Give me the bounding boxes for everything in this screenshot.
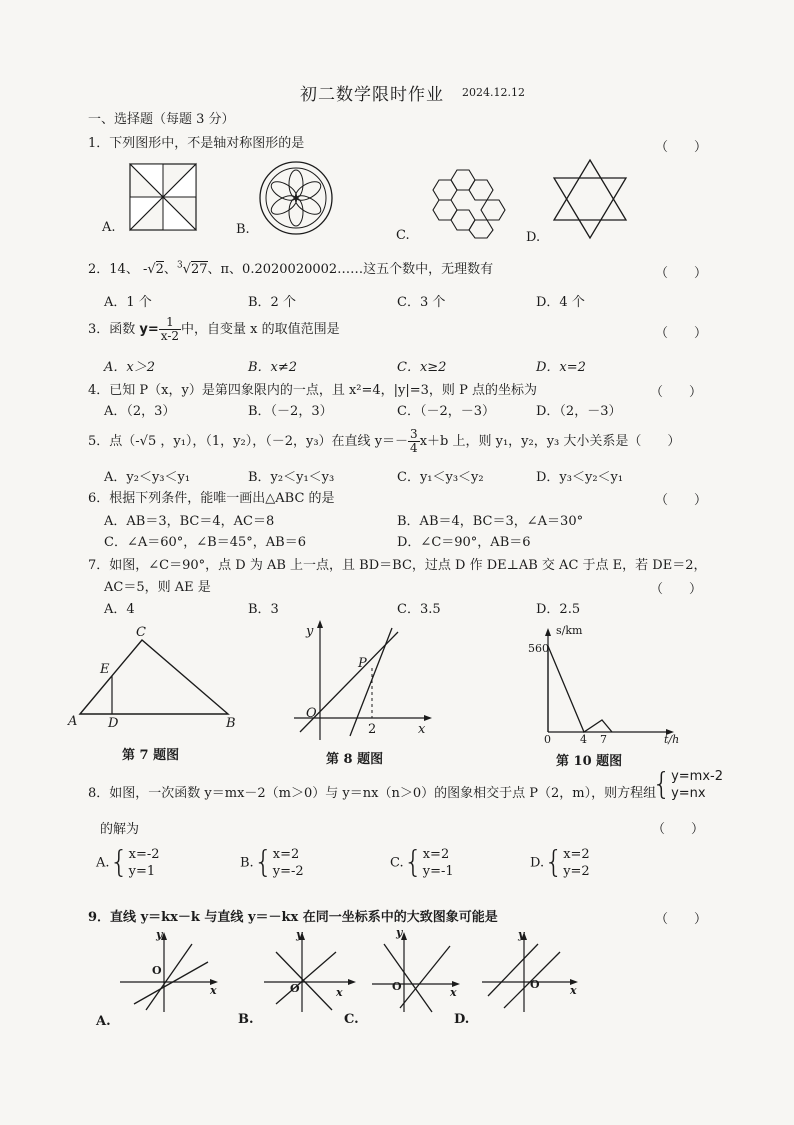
exam-date: 2024.12.12 (462, 86, 525, 99)
q8-answer-paren: （ ） (652, 822, 705, 837)
sqrt-symbol: √ (147, 262, 156, 277)
q9b-y-label: y (296, 928, 303, 941)
q9-graph-d (480, 930, 586, 1014)
q2-stem-part-a: 2．14、 - (88, 262, 148, 277)
q6-option-d: D．∠C＝90°，AB＝6 (397, 535, 531, 550)
flower-figure (258, 160, 334, 236)
fig10-graph (540, 626, 680, 738)
q3-stem-part-a: 3．函数 (88, 322, 136, 337)
q3-option-b: B．x≠2 (248, 360, 298, 375)
q8-option-d (530, 846, 590, 880)
q3-answer-paren: （ ） (655, 326, 708, 341)
q5-fraction (408, 428, 420, 455)
fig10-tick-4: 4 (580, 733, 587, 746)
q9-stem: 9．直线 y＝kx－k 与直线 y＝－kx 在同一坐标系中的大致图象可能是 (88, 910, 498, 925)
q8-option-a-line2: y=1 (128, 864, 156, 879)
q8-option-b-line1: x=2 (272, 847, 300, 862)
q9d-origin-label: O (530, 978, 540, 991)
q3-stem-part-b: 中，自变量 x 的取值范围是 (181, 322, 340, 337)
q9a-x-label: x (210, 984, 217, 997)
q5-stem-part-b: x＋b 上，则 y₁，y₂，y₃ 大小关系是（ ） (419, 434, 681, 449)
q6-answer-paren: （ ） (655, 493, 708, 508)
q9c-y-label: y (396, 926, 403, 939)
q9-option-a-label: A. (96, 1014, 111, 1029)
fig8-origin-label: O (306, 706, 317, 721)
q8-option-d-label: D. (530, 855, 545, 871)
q2-option-c: C．3 个 (397, 295, 446, 310)
q5-option-d: D．y₃＜y₂＜y₁ (536, 470, 624, 485)
q7-answer-paren: （ ） (650, 582, 703, 597)
fig10-value-560: 560 (528, 642, 549, 655)
fig8-y-label: y (306, 624, 314, 639)
q7-option-b: B．3 (248, 602, 279, 617)
q4-option-b: B．（－2，3） (248, 404, 333, 419)
q9b-origin-label: O (290, 982, 300, 995)
q3-y-equals: y= (139, 322, 159, 337)
q8-system (652, 768, 723, 802)
fig7-label-c: C (136, 625, 146, 640)
q2-option-b: B．2 个 (248, 295, 296, 310)
section-heading: 一、选择题（每题 3 分） (88, 112, 235, 127)
q7-stem: 7．如图，∠C＝90°，点 D 为 AB 上一点，且 BD＝BC，过点 D 作 DE⊥AB 交 AC 于点 E，若 DE＝2， (88, 558, 707, 573)
star-of-david-figure (552, 158, 628, 240)
q4-option-a: A．（2，3） (104, 404, 176, 419)
q7-option-c: C．3.5 (397, 602, 441, 617)
q9d-y-label: y (518, 928, 525, 941)
fig10-y-label: s/km (556, 624, 583, 637)
q1-option-b-label: B. (236, 222, 250, 237)
q4-answer-paren: （ ） (650, 385, 703, 400)
q5-stem (88, 428, 680, 455)
q8-option-b-line2: y=-2 (272, 864, 304, 879)
fig8-caption: 第 8 题图 (326, 752, 384, 767)
q8-system-eq1: y=mx-2 (671, 769, 723, 784)
q2-stem (88, 258, 493, 277)
q9-graph-a (118, 930, 224, 1014)
q8-option-c-label: C. (390, 855, 404, 871)
brace-icon: { (253, 845, 273, 880)
q1-option-a-label: A. (102, 220, 116, 235)
q2-answer-paren: （ ） (655, 266, 708, 281)
q3-option-c: C．x≥2 (397, 360, 447, 375)
fig10-x-label: t/h (664, 733, 680, 746)
brace-icon: { (544, 845, 564, 880)
q7-option-a: A．4 (104, 602, 135, 617)
pinwheel-figure (128, 162, 198, 232)
q2-cube-value: 27 (190, 262, 208, 277)
q8-option-b (240, 846, 304, 880)
fig7-label-a: A (68, 714, 78, 729)
q3-denominator: x-2 (160, 329, 180, 343)
q7-option-d: D．2.5 (536, 602, 581, 617)
q9a-y-label: y (156, 928, 163, 941)
q9c-origin-label: O (392, 980, 402, 993)
q7-stem-line2: AC＝5，则 AE 是 (104, 580, 211, 595)
q2-option-a: A．1 个 (104, 295, 152, 310)
cube-root-symbol: √ (182, 262, 191, 277)
q3-stem (88, 316, 340, 343)
q9-graph-c (370, 928, 470, 1014)
q4-option-d: D．（2，－3） (536, 404, 622, 419)
q8-option-d-line2: y=2 (563, 864, 590, 879)
q9-option-b-label: B. (238, 1012, 254, 1027)
q4-option-c: C．（－2，－3） (397, 404, 495, 419)
q5-option-b: B．y₂＜y₁＜y₃ (248, 470, 335, 485)
q8-option-d-line1: x=2 (563, 847, 590, 862)
q1-stem: 1．下列图形中，不是轴对称图形的是 (88, 136, 305, 151)
q3-option-a: A．x＞2 (104, 360, 155, 375)
fig8-x-label: x (418, 722, 426, 737)
q2-stem-part-c: 、π、0.2020020002……这五个数中，无理数有 (207, 262, 494, 277)
brace-icon: { (109, 845, 129, 880)
page-title: 初二数学限时作业 (300, 85, 444, 105)
fig7-triangle (70, 628, 240, 728)
q2-stem-part-b: 、 (163, 262, 177, 277)
fig10-tick-7: 7 (600, 733, 607, 746)
q9a-origin-label: O (152, 964, 162, 977)
fig10-origin: 0 (544, 733, 551, 746)
hexagon-ring-figure (430, 168, 508, 240)
q9b-x-label: x (336, 986, 343, 999)
q6-option-c: C．∠A＝60°，∠B＝45°，AB＝6 (104, 535, 306, 550)
q8-stem: 8．如图，一次函数 y＝mx－2（m＞0）与 y＝nx（n＞0）的图象相交于点 P（2，m），则方程组 (88, 786, 657, 801)
q8-option-a-label: A. (96, 855, 110, 871)
fig7-label-b: B (226, 716, 236, 731)
q9-answer-paren: （ ） (655, 912, 708, 927)
q8-option-b-label: B. (240, 855, 254, 871)
q9-graph-b (262, 930, 362, 1014)
q8-option-a-line1: x=-2 (128, 847, 160, 862)
q9c-x-label: x (450, 986, 457, 999)
fig10-caption: 第 10 题图 (556, 754, 623, 769)
q3-numerator: 1 (159, 316, 181, 330)
fig8-tick-2: 2 (368, 722, 377, 737)
q2-option-d: D．4 个 (536, 295, 585, 310)
q6-stem: 6．根据下列条件，能唯一画出△ABC 的是 (88, 491, 335, 506)
q5-numerator: 3 (410, 427, 418, 441)
fig7-label-e: E (100, 662, 110, 677)
q8-option-a (96, 846, 160, 880)
fig7-caption: 第 7 题图 (122, 748, 180, 763)
q9-option-c-label: C. (344, 1012, 359, 1027)
q5-option-c: C．y₁＜y₃＜y₂ (397, 470, 484, 485)
q2-cube-index: 3 (176, 260, 183, 271)
q5-denominator: 4 (410, 441, 418, 455)
q4-stem: 4．已知 P（x，y）是第四象限内的一点，且 x²=4，|y|=3，则 P 点的坐标为 (88, 383, 537, 398)
q8-option-c-line1: x=2 (422, 847, 450, 862)
fig7-label-d: D (108, 716, 119, 731)
q5-stem-part-a: 5．点（-√5 ，y₁），（1，y₂），（－2，y₃）在直线 y＝－ (88, 434, 409, 449)
q9-option-d-label: D. (454, 1012, 470, 1027)
q6-option-b: B．AB＝4，BC＝3，∠A＝30° (397, 514, 584, 529)
q8-stem-line2: 的解为 (100, 822, 140, 837)
q1-answer-paren: （ ） (655, 140, 708, 155)
q3-option-d: D．x=2 (536, 360, 586, 375)
q1-option-c-label: C. (396, 228, 410, 243)
q5-option-a: A．y₂＜y₃＜y₁ (104, 470, 191, 485)
q6-option-a: A．AB＝3，BC＝4，AC＝8 (104, 514, 275, 529)
q1-option-d-label: D. (526, 230, 541, 245)
q3-fraction (159, 316, 181, 343)
q8-system-eq2: y=nx (671, 786, 706, 801)
fig8-p-label: P (358, 656, 367, 671)
brace-icon: { (403, 845, 423, 880)
brace-icon: { (652, 767, 672, 802)
q8-option-c-line2: y=-1 (422, 864, 454, 879)
q9d-x-label: x (570, 984, 577, 997)
q2-sqrt-value: 2 (155, 262, 164, 277)
q8-option-c (390, 846, 454, 880)
